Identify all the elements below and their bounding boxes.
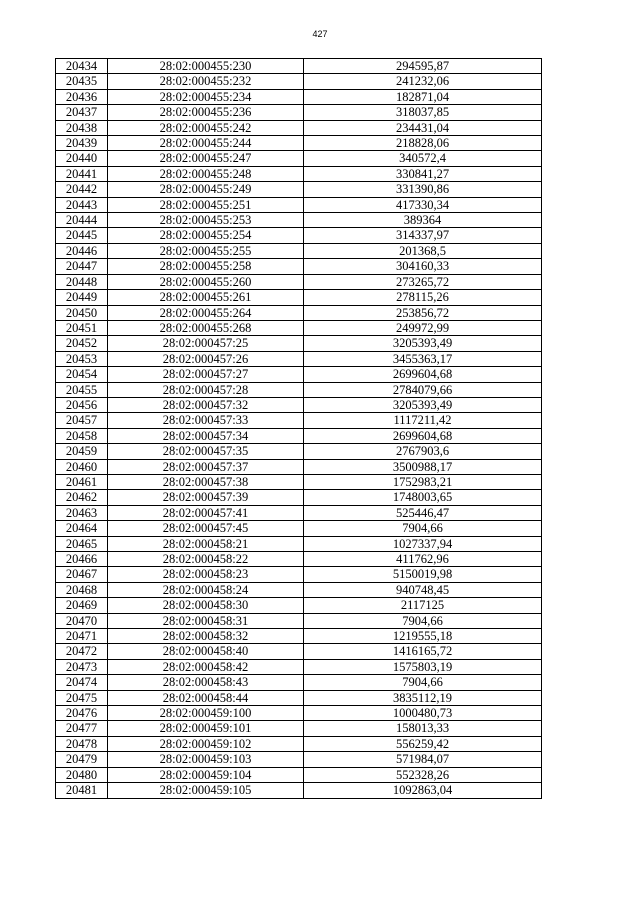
row-number-cell: 20435 [56, 74, 108, 89]
table-row [56, 690, 542, 705]
table-row [56, 136, 542, 151]
cadastral-value-cell: 2699604,68 [304, 428, 542, 443]
table-row [56, 151, 542, 166]
row-number-cell: 20473 [56, 659, 108, 674]
table-row [56, 259, 542, 274]
cadastral-number-cell: 28:02:000457:38 [108, 474, 304, 489]
table-row [56, 428, 542, 443]
table-row [56, 182, 542, 197]
cadastral-number-cell: 28:02:000455:234 [108, 89, 304, 104]
cadastral-value-cell: 552328,26 [304, 767, 542, 782]
cadastral-value-cell: 1748003,65 [304, 490, 542, 505]
row-number-cell: 20454 [56, 367, 108, 382]
cadastral-value-cell: 3835112,19 [304, 690, 542, 705]
page-number: 427 [312, 29, 328, 39]
row-number-cell: 20475 [56, 690, 108, 705]
row-number-cell: 20439 [56, 136, 108, 151]
row-number-cell: 20453 [56, 351, 108, 366]
cadastral-value-cell: 7904,66 [304, 675, 542, 690]
row-number-cell: 20480 [56, 767, 108, 782]
table-row [56, 120, 542, 135]
cadastral-number-cell: 28:02:000458:40 [108, 644, 304, 659]
row-number-cell: 20458 [56, 428, 108, 443]
cadastral-number-cell: 28:02:000458:43 [108, 675, 304, 690]
cadastral-value-cell: 218828,06 [304, 136, 542, 151]
cadastral-value-cell: 294595,87 [304, 59, 542, 74]
cadastral-value-cell: 340572,4 [304, 151, 542, 166]
cadastral-number-cell: 28:02:000457:26 [108, 351, 304, 366]
cadastral-value-cell: 201368,5 [304, 243, 542, 258]
cadastral-value-cell: 1416165,72 [304, 644, 542, 659]
cadastral-number-cell: 28:02:000455:248 [108, 166, 304, 181]
cadastral-value-cell: 3500988,17 [304, 459, 542, 474]
table-row [56, 228, 542, 243]
cadastral-number-cell: 28:02:000458:24 [108, 582, 304, 597]
cadastral-value-cell: 5150019,98 [304, 567, 542, 582]
row-number-cell: 20474 [56, 675, 108, 690]
table-row [56, 105, 542, 120]
row-number-cell: 20469 [56, 598, 108, 613]
cadastral-value-cell: 2117125 [304, 598, 542, 613]
row-number-cell: 20465 [56, 536, 108, 551]
cadastral-number-cell: 28:02:000458:42 [108, 659, 304, 674]
cadastral-number-cell: 28:02:000458:21 [108, 536, 304, 551]
row-number-cell: 20449 [56, 290, 108, 305]
cadastral-value-cell: 2699604,68 [304, 367, 542, 382]
cadastral-value-cell: 411762,96 [304, 552, 542, 567]
cadastral-number-cell: 28:02:000455:261 [108, 290, 304, 305]
table-row [56, 567, 542, 582]
row-number-cell: 20451 [56, 320, 108, 335]
cadastral-number-cell: 28:02:000455:258 [108, 259, 304, 274]
cadastral-number-cell: 28:02:000455:255 [108, 243, 304, 258]
row-number-cell: 20472 [56, 644, 108, 659]
table-row [56, 382, 542, 397]
cadastral-value-cell: 556259,42 [304, 736, 542, 751]
table-row [56, 166, 542, 181]
table-row [56, 459, 542, 474]
cadastral-number-cell: 28:02:000457:37 [108, 459, 304, 474]
cadastral-number-cell: 28:02:000455:268 [108, 320, 304, 335]
cadastral-value-cell: 318037,85 [304, 105, 542, 120]
table-row [56, 490, 542, 505]
table-row [56, 783, 542, 798]
cadastral-number-cell: 28:02:000455:264 [108, 305, 304, 320]
cadastral-value-cell: 940748,45 [304, 582, 542, 597]
cadastral-number-cell: 28:02:000457:39 [108, 490, 304, 505]
row-number-cell: 20440 [56, 151, 108, 166]
table-row [56, 351, 542, 366]
table-row [56, 413, 542, 428]
cadastral-number-cell: 28:02:000457:35 [108, 444, 304, 459]
cadastral-value-cell: 417330,34 [304, 197, 542, 212]
table-row [56, 536, 542, 551]
cadastral-value-cell: 158013,33 [304, 721, 542, 736]
cadastral-value-cell: 234431,04 [304, 120, 542, 135]
cadastral-value-cell: 389364 [304, 213, 542, 228]
row-number-cell: 20456 [56, 397, 108, 412]
cadastral-number-cell: 28:02:000457:28 [108, 382, 304, 397]
cadastral-number-cell: 28:02:000455:230 [108, 59, 304, 74]
row-number-cell: 20448 [56, 274, 108, 289]
table-row [56, 59, 542, 74]
cadastral-value-cell: 304160,33 [304, 259, 542, 274]
table-row [56, 213, 542, 228]
table-row [56, 675, 542, 690]
cadastral-value-cell: 3455363,17 [304, 351, 542, 366]
cadastral-number-cell: 28:02:000458:31 [108, 613, 304, 628]
table-row [56, 613, 542, 628]
table-body [56, 59, 542, 799]
row-number-cell: 20437 [56, 105, 108, 120]
cadastral-number-cell: 28:02:000459:101 [108, 721, 304, 736]
table-row [56, 721, 542, 736]
table-row [56, 505, 542, 520]
cadastral-value-cell: 273265,72 [304, 274, 542, 289]
cadastral-value-table [55, 58, 542, 799]
table-row [56, 290, 542, 305]
table-row [56, 336, 542, 351]
cadastral-value-cell: 182871,04 [304, 89, 542, 104]
cadastral-value-cell: 1092863,04 [304, 783, 542, 798]
cadastral-number-cell: 28:02:000455:244 [108, 136, 304, 151]
cadastral-value-cell: 1117211,42 [304, 413, 542, 428]
table-row [56, 598, 542, 613]
cadastral-value-cell: 1575803,19 [304, 659, 542, 674]
row-number-cell: 20478 [56, 736, 108, 751]
cadastral-number-cell: 28:02:000457:25 [108, 336, 304, 351]
row-number-cell: 20436 [56, 89, 108, 104]
row-number-cell: 20452 [56, 336, 108, 351]
cadastral-value-cell: 7904,66 [304, 521, 542, 536]
cadastral-number-cell: 28:02:000457:34 [108, 428, 304, 443]
cadastral-number-cell: 28:02:000458:44 [108, 690, 304, 705]
cadastral-number-cell: 28:02:000459:105 [108, 783, 304, 798]
table-row [56, 243, 542, 258]
cadastral-value-cell: 1000480,73 [304, 706, 542, 721]
table-row [56, 89, 542, 104]
cadastral-number-cell: 28:02:000459:102 [108, 736, 304, 751]
table-row [56, 197, 542, 212]
row-number-cell: 20457 [56, 413, 108, 428]
table-row [56, 444, 542, 459]
cadastral-value-cell: 330841,27 [304, 166, 542, 181]
cadastral-number-cell: 28:02:000458:30 [108, 598, 304, 613]
table-row [56, 629, 542, 644]
cadastral-number-cell: 28:02:000457:33 [108, 413, 304, 428]
row-number-cell: 20466 [56, 552, 108, 567]
cadastral-value-cell: 3205393,49 [304, 336, 542, 351]
row-number-cell: 20460 [56, 459, 108, 474]
cadastral-number-cell: 28:02:000455:251 [108, 197, 304, 212]
cadastral-value-cell: 3205393,49 [304, 397, 542, 412]
table-row [56, 320, 542, 335]
row-number-cell: 20438 [56, 120, 108, 135]
table-row [56, 474, 542, 489]
table-row [56, 582, 542, 597]
cadastral-number-cell: 28:02:000455:232 [108, 74, 304, 89]
cadastral-number-cell: 28:02:000455:260 [108, 274, 304, 289]
row-number-cell: 20468 [56, 582, 108, 597]
table-row [56, 752, 542, 767]
row-number-cell: 20464 [56, 521, 108, 536]
cadastral-number-cell: 28:02:000459:104 [108, 767, 304, 782]
table-row [56, 74, 542, 89]
table-row [56, 305, 542, 320]
cadastral-number-cell: 28:02:000458:22 [108, 552, 304, 567]
cadastral-number-cell: 28:02:000457:27 [108, 367, 304, 382]
row-number-cell: 20455 [56, 382, 108, 397]
cadastral-value-cell: 331390,86 [304, 182, 542, 197]
row-number-cell: 20446 [56, 243, 108, 258]
row-number-cell: 20470 [56, 613, 108, 628]
row-number-cell: 20450 [56, 305, 108, 320]
row-number-cell: 20467 [56, 567, 108, 582]
cadastral-number-cell: 28:02:000459:100 [108, 706, 304, 721]
table-row [56, 644, 542, 659]
row-number-cell: 20442 [56, 182, 108, 197]
row-number-cell: 20444 [56, 213, 108, 228]
table-row [56, 397, 542, 412]
row-number-cell: 20459 [56, 444, 108, 459]
cadastral-value-cell: 249972,99 [304, 320, 542, 335]
table-row [56, 521, 542, 536]
row-number-cell: 20447 [56, 259, 108, 274]
cadastral-value-cell: 278115,26 [304, 290, 542, 305]
row-number-cell: 20463 [56, 505, 108, 520]
row-number-cell: 20445 [56, 228, 108, 243]
row-number-cell: 20462 [56, 490, 108, 505]
table-row [56, 659, 542, 674]
table-row [56, 706, 542, 721]
row-number-cell: 20434 [56, 59, 108, 74]
cadastral-number-cell: 28:02:000457:32 [108, 397, 304, 412]
cadastral-value-cell: 1752983,21 [304, 474, 542, 489]
cadastral-value-cell: 2784079,66 [304, 382, 542, 397]
cadastral-number-cell: 28:02:000455:249 [108, 182, 304, 197]
cadastral-value-cell: 571984,07 [304, 752, 542, 767]
cadastral-number-cell: 28:02:000455:242 [108, 120, 304, 135]
cadastral-value-cell: 525446,47 [304, 505, 542, 520]
cadastral-value-cell: 1027337,94 [304, 536, 542, 551]
cadastral-number-cell: 28:02:000458:32 [108, 629, 304, 644]
cadastral-value-cell: 7904,66 [304, 613, 542, 628]
cadastral-number-cell: 28:02:000455:254 [108, 228, 304, 243]
cadastral-number-cell: 28:02:000458:23 [108, 567, 304, 582]
cadastral-value-cell: 314337,97 [304, 228, 542, 243]
cadastral-number-cell: 28:02:000457:41 [108, 505, 304, 520]
row-number-cell: 20477 [56, 721, 108, 736]
cadastral-number-cell: 28:02:000455:253 [108, 213, 304, 228]
row-number-cell: 20441 [56, 166, 108, 181]
cadastral-value-cell: 1219555,18 [304, 629, 542, 644]
cadastral-value-cell: 253856,72 [304, 305, 542, 320]
row-number-cell: 20479 [56, 752, 108, 767]
cadastral-number-cell: 28:02:000455:236 [108, 105, 304, 120]
row-number-cell: 20481 [56, 783, 108, 798]
table-row [56, 767, 542, 782]
row-number-cell: 20443 [56, 197, 108, 212]
cadastral-number-cell: 28:02:000457:45 [108, 521, 304, 536]
cadastral-value-cell: 2767903,6 [304, 444, 542, 459]
table-row [56, 736, 542, 751]
table-row [56, 367, 542, 382]
row-number-cell: 20476 [56, 706, 108, 721]
cadastral-value-cell: 241232,06 [304, 74, 542, 89]
table-row [56, 552, 542, 567]
row-number-cell: 20461 [56, 474, 108, 489]
cadastral-number-cell: 28:02:000459:103 [108, 752, 304, 767]
cadastral-number-cell: 28:02:000455:247 [108, 151, 304, 166]
table-row [56, 274, 542, 289]
row-number-cell: 20471 [56, 629, 108, 644]
